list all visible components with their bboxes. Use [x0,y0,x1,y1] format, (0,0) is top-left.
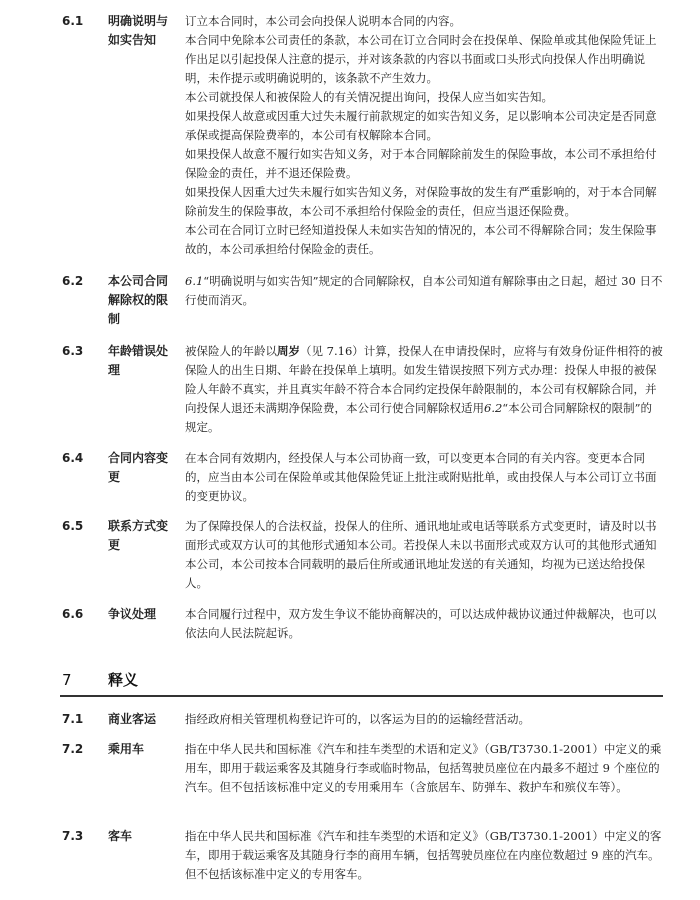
clause-body [185,827,663,884]
clause-number: 7.1 [62,712,84,726]
clause-title: 乘用车 [108,742,145,756]
clause-title: 合同内容变更 [108,451,169,484]
paragraph-text: （见 7.16）计算，投保人在申请投保时，应将与有效身份证件相符的被保险人的出生日期、年龄在投保单上填明。如发生错误按照下列方式办理：投保人申报的被保险人年龄不真实，并且真实年龄不符合本合同约定投保年龄限制的，本公司有权解除合同，并向投保人退还未满期净保险费，本公司行使合同解除权适用 [185,344,663,415]
clause-title: 年龄错误处理 [108,344,169,377]
clause-body [185,605,663,643]
paragraph: 本公司在合同订立时已经知道投保人未如实告知的情况的，本公司不得解除合同；发生保险事故的，本公司承担给付保险金的责任。 [185,223,657,256]
paragraph-text: “本公司合同解除权的限制”的规定。 [185,401,653,434]
clause-body [185,12,663,259]
clause-number: 6.5 [62,519,84,533]
paragraph: 指经政府相关管理机构登记许可的，以客运为目的的运输经营活动。 [185,712,530,726]
paragraph [185,342,663,437]
section-divider [60,695,663,697]
paragraph: 订立本合同时，本公司会向投保人说明本合同的内容。 [185,14,461,28]
clause-title: 联系方式变更 [108,519,169,552]
clause-reference: 6.1 [185,274,204,288]
clause-body [185,517,663,593]
clause-title: 争议处理 [108,607,157,621]
clause-body [185,449,663,506]
clause-number: 6.1 [62,14,84,28]
section-number: 7 [62,671,72,689]
clause-title: 明确说明与如实告知 [108,14,169,47]
section-heading [0,660,700,700]
paragraph-text: “明确说明与如实告知”规定的合同解除权，自本公司知道有解除事由之日起，超过 30 日不行使而消灭。 [185,274,663,307]
clause-title: 本公司合同解除权的限制 [108,274,169,326]
clause-title: 商业客运 [108,712,157,726]
clause-body [185,710,663,729]
clause-reference: 6.2 [484,401,503,415]
paragraph: 本合同中免除本公司责任的条款，本公司在订立合同时会在投保单、保险单或其他保险凭证上作出足以引起投保人注意的提示，并对该条款的内容以书面或口头形式向投保人作出明确说明，未作提示或明确说明的，该条款不产生效力。 [185,33,657,85]
clause-number: 6.3 [62,344,84,358]
paragraph: 在本合同有效期内，经投保人与本公司协商一致，可以变更本合同的有关内容。变更本合同的，应当由本公司在保险单或其他保险凭证上批注或附贴批单，或由投保人与本公司订立书面的变更协议。 [185,451,657,503]
clause-body [185,272,663,310]
paragraph: 如果投保人因重大过失未履行如实告知义务，对保险事故的发生有严重影响的，对于本合同解除前发生的保险事故，本公司不承担给付保险金的责任，但应当退还保险费。 [185,185,657,218]
paragraph: 如果投保人故意或因重大过失未履行前款规定的如实告知义务，足以影响本公司决定是否同意承保或提高保险费率的，本公司有权解除本合同。 [185,109,657,142]
clause-body [185,740,663,797]
clause-body [185,342,663,437]
clause-number: 7.2 [62,742,84,756]
clause-number: 7.3 [62,829,84,843]
paragraph: 指在中华人民共和国标准《汽车和挂车类型的术语和定义》（GB/T3730.1-2001）中定义的客车，即用于载运乘客及其随身行李的商用车辆，包括驾驶员座位在内座位数超过 9 座的汽车。但不包括该标准中定义的专用客车。 [185,829,662,881]
paragraph: 为了保障投保人的合法权益，投保人的住所、通讯地址或电话等联系方式变更时，请及时以书面形式或双方认可的其他形式通知本公司。若投保人未以书面形式或双方认可的其他形式通知本公司，本公司按本合同载明的最后住所或通讯地址发送的有关通知，均视为已送达给投保人。 [185,519,657,590]
paragraph [185,272,663,310]
paragraph: 本公司就投保人和被保险人的有关情况提出询问，投保人应当如实告知。 [185,90,553,104]
section-title: 释义 [108,671,139,689]
clause-number: 6.6 [62,607,84,621]
paragraph: 指在中华人民共和国标准《汽车和挂车类型的术语和定义》（GB/T3730.1-2001）中定义的乘用车，即用于载运乘客及其随身行李或临时物品，包括驾驶员座位在内最多不超过 9 个座位的汽车。但不包括该标准中定义的专用乘用车（含旅居车、防弹车、救护车和殡仪车等）。 [185,742,662,794]
clause-number: 6.4 [62,451,84,465]
paragraph: 本合同履行过程中，双方发生争议不能协商解决的，可以达成仲裁协议通过仲裁解决，也可以依法向人民法院起诉。 [185,607,657,640]
clause-number: 6.2 [62,274,84,288]
bold-term: 周岁 [277,344,300,358]
paragraph-text: 被保险人的年龄以 [185,344,277,358]
clause-title: 客车 [108,829,133,843]
paragraph: 如果投保人故意不履行如实告知义务，对于本合同解除前发生的保险事故，本公司不承担给付保险金的责任，并不退还保险费。 [185,147,657,180]
